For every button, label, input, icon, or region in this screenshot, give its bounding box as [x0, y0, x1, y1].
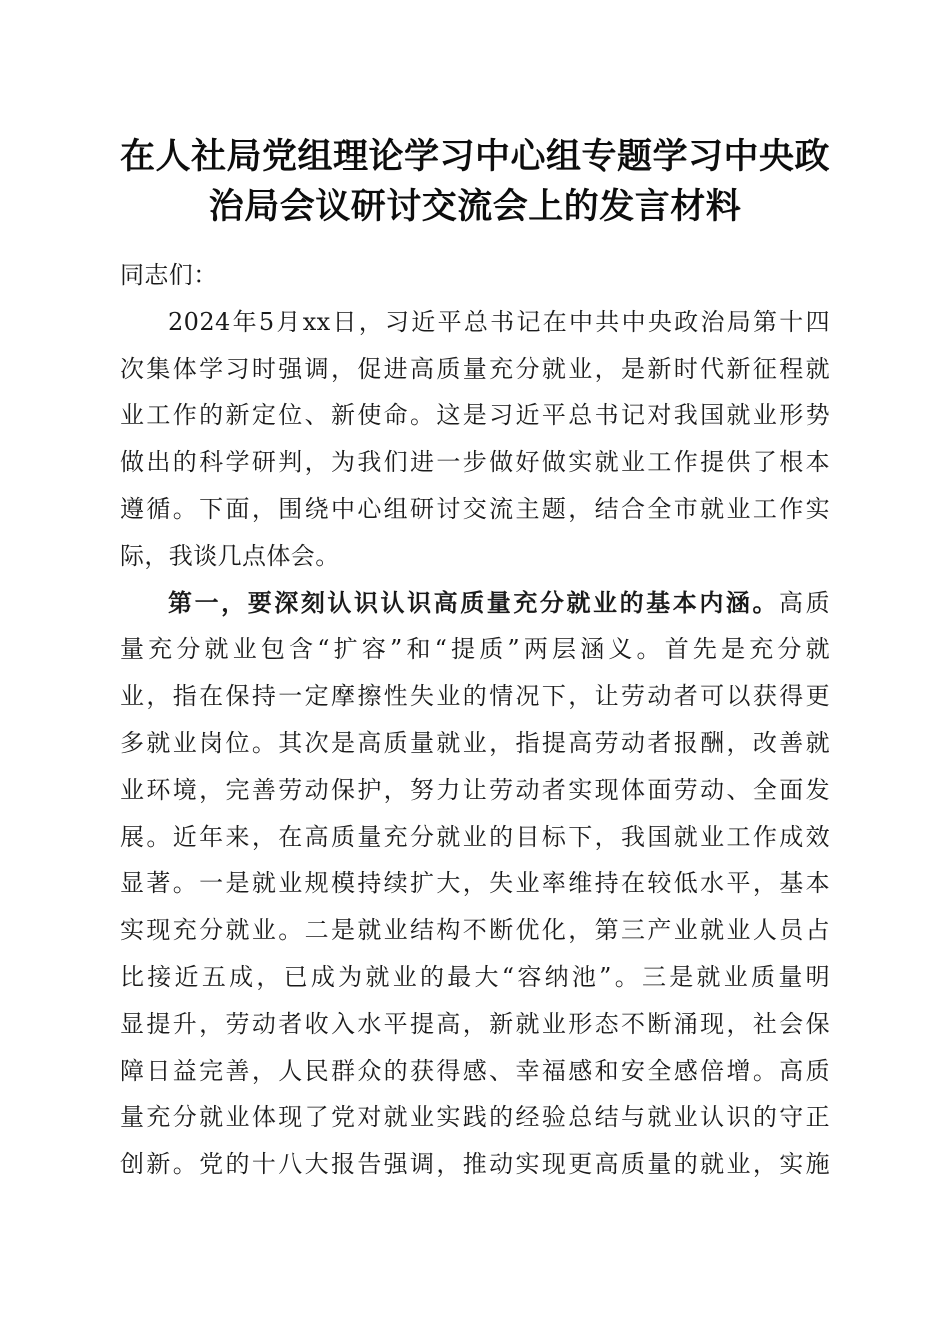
- paragraph-2-first-rest: 高质: [779, 588, 830, 617]
- paragraph-1-line: 遵循。下面，围绕中心组研讨交流主题，结合全市就业工作实: [120, 494, 830, 523]
- paragraph-2-line: 创新。党的十八大报告强调，推动实现更高质量的就业，实施: [120, 1150, 830, 1179]
- document-title: [100, 132, 850, 232]
- paragraph-1-line: 际，我谈几点体会。: [120, 541, 340, 570]
- paragraph-1-line: 业工作的新定位、新使命。这是习近平总书记对我国就业形势: [120, 401, 830, 430]
- paragraph-2-line: 显著。一是就业规模持续扩大，失业率维持在较低水平，基本: [120, 869, 830, 898]
- title-line-1: 在人社局党组理论学习中心组专题学习中央政: [119, 136, 830, 177]
- paragraph-1-line: 次集体学习时强调，促进高质量充分就业，是新时代新征程就: [120, 354, 830, 383]
- paragraph-2-line: 多就业岗位。其次是高质量就业，指提高劳动者报酬，改善就: [120, 728, 830, 757]
- paragraph-2-line: 比接近五成，已成为就业的最大“容纳池”。三是就业质量明: [120, 962, 830, 991]
- salutation: 同志们：: [120, 261, 218, 289]
- paragraph-2-line: 实现充分就业。二是就业结构不断优化，第三产业就业人员占: [120, 916, 830, 945]
- paragraph-2-line: 量充分就业体现了党对就业实践的经验总结与就业认识的守正: [120, 1103, 830, 1132]
- paragraph-2-first-line: [120, 580, 830, 627]
- document-body: [120, 252, 830, 1188]
- title-line-2: 治局会议研讨交流会上的发言材料: [208, 186, 742, 227]
- section-heading: 第一，要深刻认识认识高质量充分就业的基本内涵。: [168, 587, 780, 617]
- paragraph-2-line: 业环境，完善劳动保护，努力让劳动者实现体面劳动、全面发: [120, 775, 830, 804]
- paragraph-2-line: 业，指在保持一定摩擦性失业的情况下，让劳动者可以获得更: [120, 682, 830, 711]
- paragraph-2-line: 展。近年来，在高质量充分就业的目标下，我国就业工作成效: [120, 822, 830, 851]
- paragraph-1-line: 2024年5月xx日，习近平总书记在中共中央政治局第十四: [168, 307, 830, 336]
- paragraph-1-line: 做出的科学研判，为我们进一步做好做实就业工作提供了根本: [120, 448, 830, 477]
- paragraph-2-line: 障日益完善，人民群众的获得感、幸福感和安全感倍增。高质: [120, 1056, 830, 1085]
- paragraph-2-line: 显提升，劳动者收入水平提高，新就业形态不断涌现，社会保: [120, 1009, 830, 1038]
- paragraph-2-line: 量充分就业包含“扩容”和“提质”两层涵义。首先是充分就: [120, 635, 830, 664]
